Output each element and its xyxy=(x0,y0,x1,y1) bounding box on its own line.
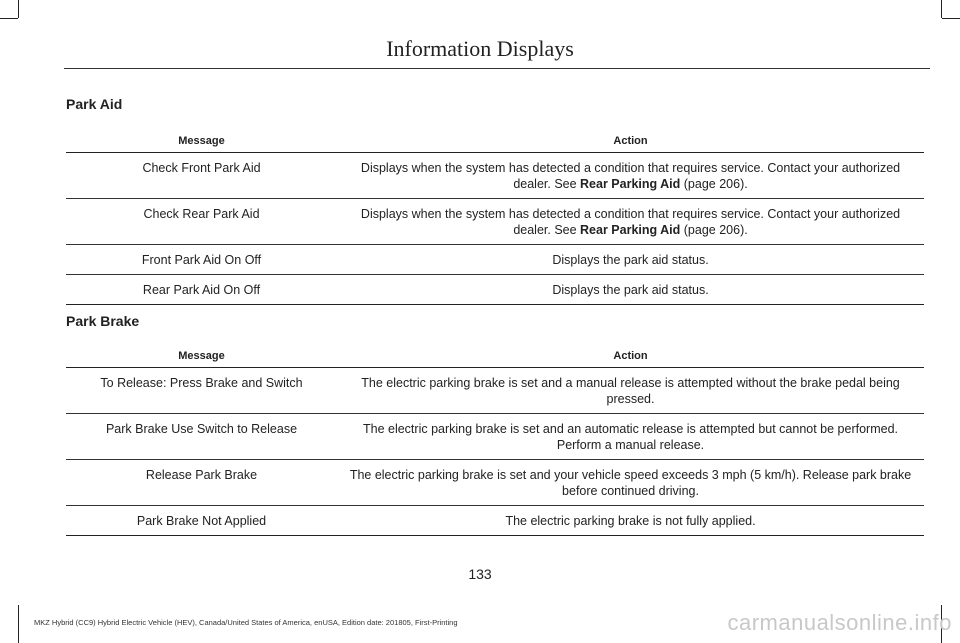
crop-mark xyxy=(0,18,18,19)
message-cell: Park Brake Use Switch to Release xyxy=(66,414,337,460)
action-cell: The electric parking brake is set and a manual release is attempted without the brake pedal being pressed. xyxy=(337,368,924,414)
message-cell: Check Front Park Aid xyxy=(66,153,337,199)
action-cell: Displays the park aid status. xyxy=(337,245,924,275)
crop-mark xyxy=(18,605,19,643)
page-reference: Rear Parking Aid xyxy=(580,223,681,237)
col-header-action: Action xyxy=(337,343,924,368)
message-cell: Front Park Aid On Off xyxy=(66,245,337,275)
action-text: Displays when the system has detected a condition that requires service. Contact your authorized dealer. See xyxy=(360,207,901,237)
page-reference-tail: (page 206). xyxy=(680,177,748,191)
watermark-logo: carmanualsonline.info xyxy=(727,610,952,635)
message-cell: Rear Park Aid On Off xyxy=(66,275,337,305)
action-cell xyxy=(337,153,924,199)
table-header-row xyxy=(66,343,924,368)
page-header-title: Information Displays xyxy=(386,36,574,61)
table-row xyxy=(66,275,924,305)
action-cell xyxy=(337,199,924,245)
message-cell: Release Park Brake xyxy=(66,460,337,506)
park-aid-heading: Park Aid xyxy=(66,96,123,112)
crop-mark xyxy=(18,0,19,18)
message-cell: Park Brake Not Applied xyxy=(66,506,337,536)
park-aid-table xyxy=(66,128,924,305)
footer-edition-text: MKZ Hybrid (CC9) Hybrid Electric Vehicle (HEV), Canada/United States of America, enUSA, Edition date: 201805, First-Printing xyxy=(34,618,458,627)
table-row xyxy=(66,368,924,414)
message-cell: To Release: Press Brake and Switch xyxy=(66,368,337,414)
table-row xyxy=(66,245,924,275)
page-reference: Rear Parking Aid xyxy=(580,177,681,191)
action-cell: Displays the park aid status. xyxy=(337,275,924,305)
action-cell: The electric parking brake is set and your vehicle speed exceeds 3 mph (5 km/h). Release park brake before continued driving. xyxy=(337,460,924,506)
table-row xyxy=(66,153,924,199)
park-brake-table xyxy=(66,343,924,536)
col-header-message: Message xyxy=(66,128,337,153)
page-number: 133 xyxy=(468,566,492,582)
action-cell: The electric parking brake is not fully applied. xyxy=(337,506,924,536)
col-header-message: Message xyxy=(66,343,337,368)
action-text: Displays when the system has detected a condition that requires service. Contact your authorized dealer. See xyxy=(360,161,901,191)
park-brake-heading: Park Brake xyxy=(66,313,140,329)
page-reference-tail: (page 206). xyxy=(680,223,748,237)
action-cell: The electric parking brake is set and an automatic release is attempted but cannot be performed. Perform a manual release. xyxy=(337,414,924,460)
crop-mark xyxy=(942,18,960,19)
header-rule xyxy=(64,68,930,69)
crop-mark xyxy=(941,0,942,18)
table-row xyxy=(66,414,924,460)
table-row xyxy=(66,506,924,536)
table-row xyxy=(66,460,924,506)
message-cell: Check Rear Park Aid xyxy=(66,199,337,245)
col-header-action: Action xyxy=(337,128,924,153)
table-row xyxy=(66,199,924,245)
table-header-row xyxy=(66,128,924,153)
